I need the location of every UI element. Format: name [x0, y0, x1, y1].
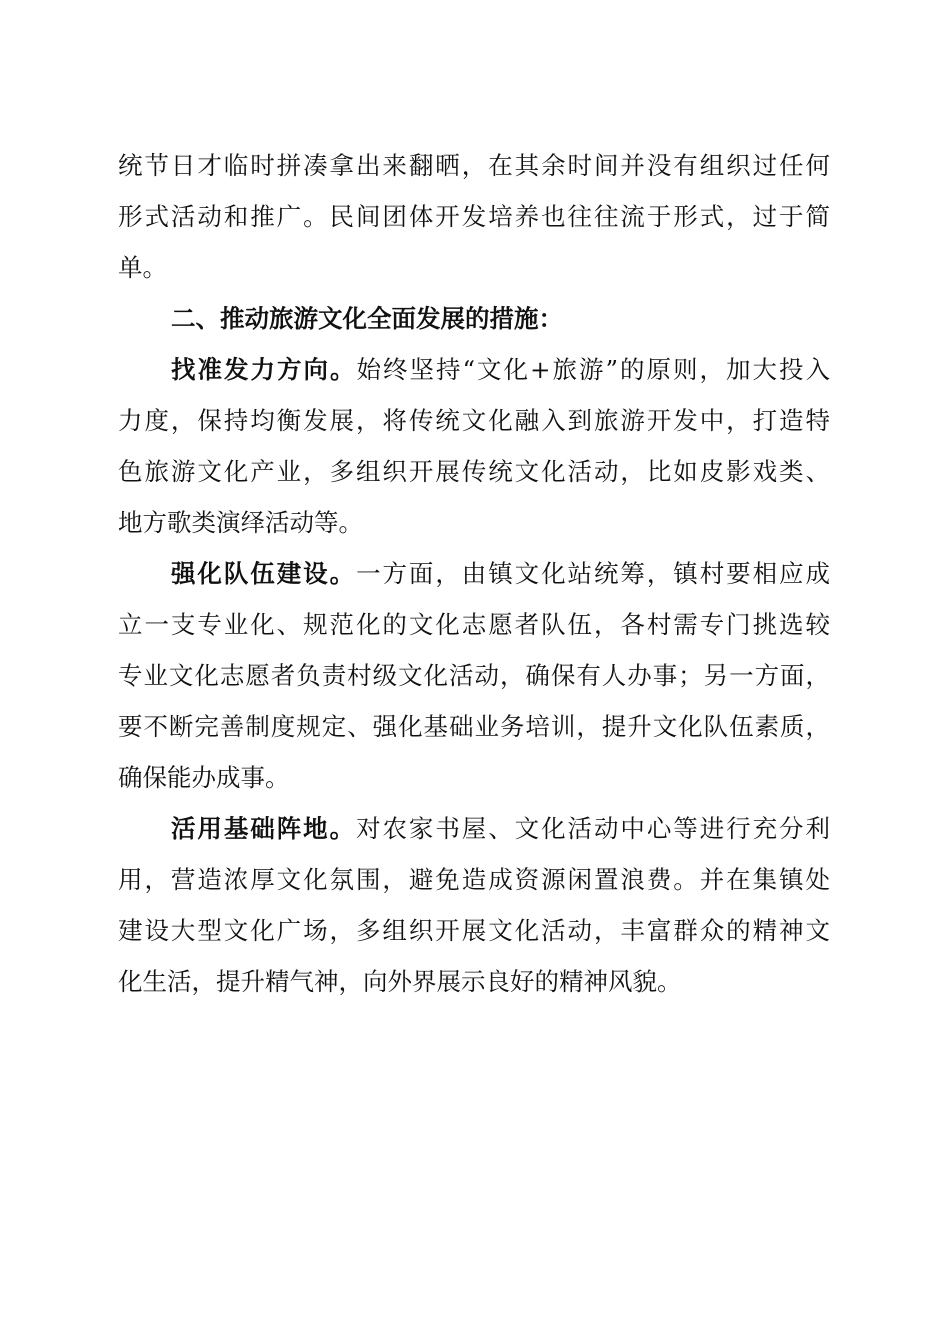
paragraph-line	[118, 548, 830, 599]
document-body	[118, 140, 830, 1007]
paragraph-line: 建设大型文化广场，多组织开展文化活动，丰富群众的精神文	[118, 916, 830, 945]
paragraph-line: 地方歌类演绎活动等。	[118, 508, 363, 537]
paragraph-line: 统节日才临时拼凑拿出来翻晒，在其余时间并没有组织过任何	[118, 151, 830, 180]
paragraph-text: 始终坚持“文化+旅游”的原则，加大投入	[356, 355, 830, 384]
paragraph-text: 对农家书屋、文化活动中心等进行充分利	[356, 814, 830, 843]
paragraph-line: 确保能办成事。	[118, 763, 290, 792]
paragraph-line: 化生活，提升精气神，向外界展示良好的精神风貌。	[118, 967, 682, 996]
paragraph-line: 色旅游文化产业，多组织开展传统文化活动，比如皮影戏类、	[118, 457, 830, 486]
section-heading: 二、推动旅游文化全面发展的措施：	[171, 304, 563, 333]
paragraph-lead: 活用基础阵地。	[171, 814, 357, 843]
paragraph-line: 形式活动和推广。民间团体开发培养也往往流于形式，过于简	[118, 202, 830, 231]
paragraph-line: 单。	[118, 253, 167, 282]
paragraph-lead: 找准发力方向。	[171, 355, 357, 384]
paragraph-line: 立一支专业化、规范化的文化志愿者队伍，各村需专门挑选较	[118, 610, 830, 639]
paragraph-line	[118, 344, 830, 395]
paragraph-line: 用，营造浓厚文化氛围，避免造成资源闲置浪费。并在集镇处	[118, 865, 830, 894]
paragraph-line: 专业文化志愿者负责村级文化活动，确保有人办事；另一方面，	[118, 661, 830, 690]
paragraph-line	[118, 803, 830, 854]
paragraph-lead: 强化队伍建设。	[171, 559, 357, 588]
paragraph-line: 要不断完善制度规定、强化基础业务培训，提升文化队伍素质，	[118, 712, 830, 741]
paragraph-text: 一方面，由镇文化站统筹，镇村要相应成	[356, 559, 830, 588]
paragraph-line: 力度，保持均衡发展，将传统文化融入到旅游开发中，打造特	[118, 406, 830, 435]
